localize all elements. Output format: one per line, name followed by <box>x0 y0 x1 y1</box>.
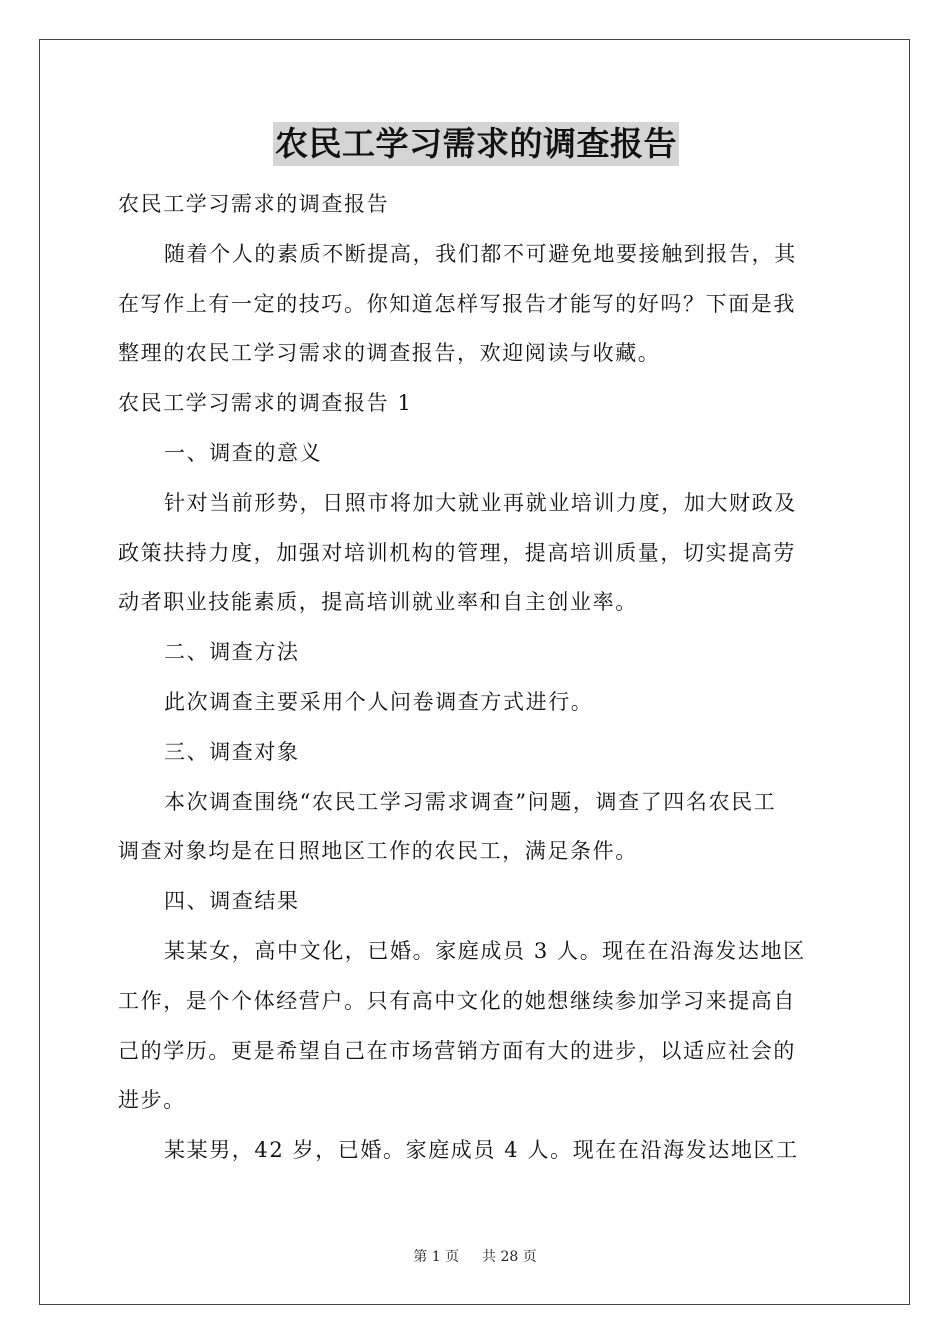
text-line: 农民工学习需求的调查报告 <box>118 192 390 216</box>
title-wrap <box>118 122 834 174</box>
text-line: 农民工学习需求的调查报告 1 <box>118 391 413 416</box>
text-line: 在写作上有一定的技巧。你知道怎样写报告才能写的好吗？下面是我 <box>118 291 796 316</box>
text-line: 工作，是个个体经营户。只有高中文化的她想继续参加学习来提高自 <box>118 988 796 1013</box>
text-line: 一、调查的意义 <box>164 440 323 465</box>
text-line: 随着个人的素质不断提高，我们都不可避免地要接触到报告，其 <box>164 241 797 266</box>
page-footer <box>0 1246 950 1266</box>
document-title: 农民工学习需求的调查报告 <box>273 122 679 166</box>
text-line: 此次调查主要采用个人问卷调查方式进行。 <box>164 689 594 714</box>
text-line: 动者职业技能素质，提高培训就业率和自主创业率。 <box>118 590 638 615</box>
text-line: 四、调查结果 <box>164 889 300 914</box>
text-line: 本次调查围绕“农民工学习需求调查”问题，调查了四名农民工 <box>164 789 777 814</box>
text-line: 调查对象均是在日照地区工作的农民工，满足条件。 <box>118 839 638 864</box>
text-line: 政策扶持力度，加强对培训机构的管理，提高培训质量，切实提高劳 <box>118 540 796 565</box>
text-line: 某某女，高中文化，已婚。家庭成员 3 人。现在在沿海发达地区 <box>164 938 806 963</box>
document-body <box>118 122 834 1176</box>
text-line: 针对当前形势，日照市将加大就业再就业培训力度，加大财政及 <box>164 490 797 515</box>
text-line: 三、调查对象 <box>164 739 300 764</box>
text-line: 某某男，42 岁，已婚。家庭成员 4 人。现在在沿海发达地区工 <box>164 1138 799 1163</box>
text-line: 己的学历。更是希望自己在市场营销方面有大的进步，以适应社会的 <box>118 1038 796 1063</box>
text-line: 二、调查方法 <box>164 640 300 665</box>
page-total: 共 28 页 <box>482 1249 537 1265</box>
page-number: 第 1 页 <box>413 1249 460 1265</box>
text-line: 整理的农民工学习需求的调查报告，欢迎阅读与收藏。 <box>118 341 661 366</box>
paragraph-lines <box>118 180 834 1176</box>
text-line: 进步。 <box>118 1088 186 1113</box>
